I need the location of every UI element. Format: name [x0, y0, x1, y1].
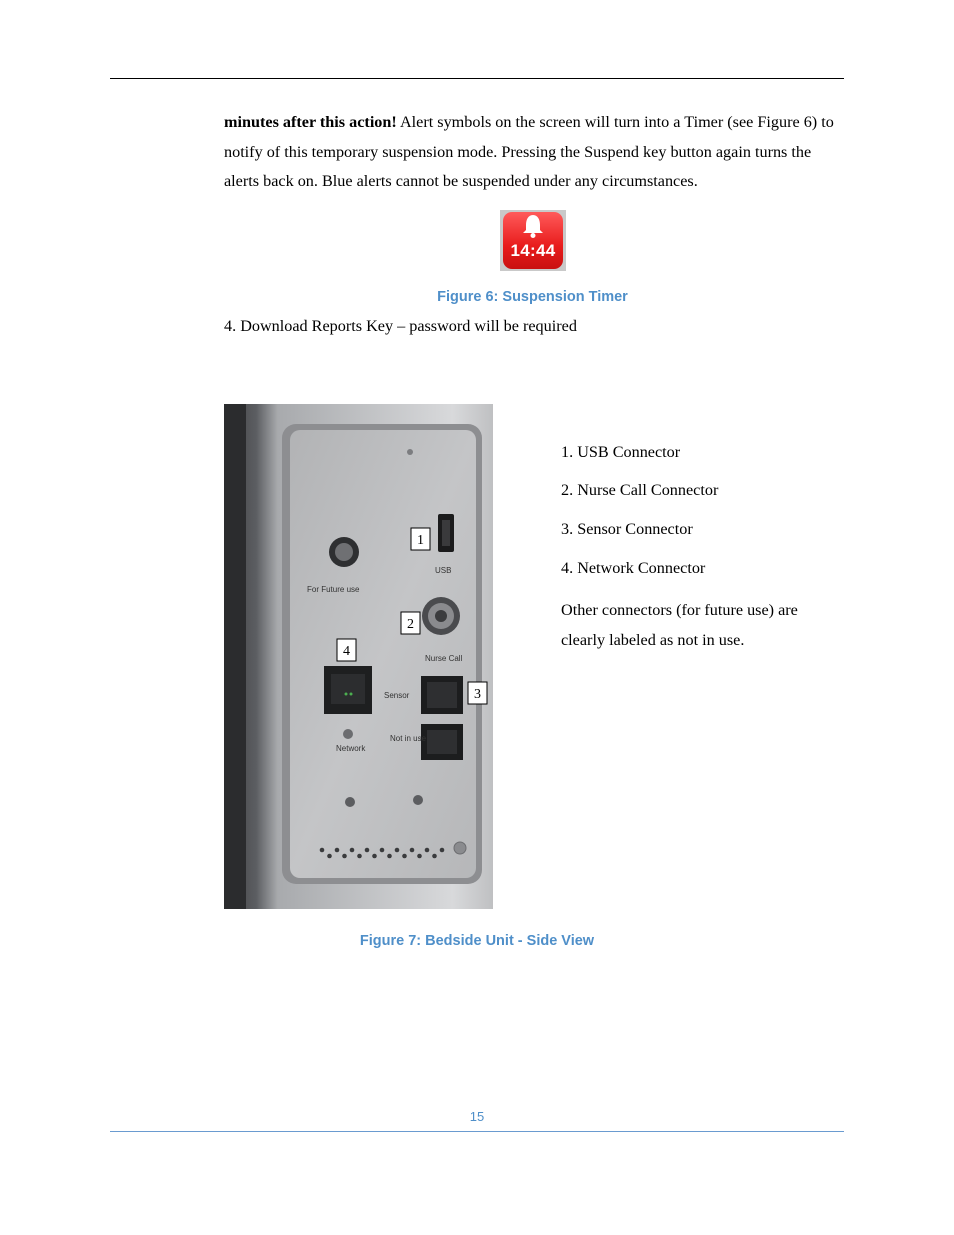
intro-bold-text: minutes after this action!: [224, 113, 397, 131]
intro-paragraph: [224, 108, 844, 197]
vent-hole: [417, 854, 422, 859]
header-rule: [110, 78, 844, 79]
list-item: 2. Nurse Call Connector: [561, 481, 719, 499]
suspension-timer-image: [500, 210, 566, 271]
callout-4: [337, 639, 356, 661]
vent-hole: [357, 854, 362, 859]
vent-hole: [432, 854, 437, 859]
vent-hole: [425, 848, 430, 853]
not-in-use-label: Not in use: [390, 734, 427, 743]
vent-hole: [395, 848, 400, 853]
future-use-label: For Future use: [307, 585, 360, 594]
timer-value: 14:44: [510, 241, 556, 260]
vent-hole: [380, 848, 385, 853]
intro-text: Alert symbols on the screen will turn into a Timer (see Figure 6) to notify of this temporary suspension mode. Pressing the Suspend key button again turns the alerts back on. Blue alerts cannot be suspended under any circumstances.: [224, 113, 834, 190]
footer-rule: [110, 1131, 844, 1132]
list-item: 4. Network Connector: [561, 559, 706, 577]
vent-hole: [350, 848, 355, 853]
vent-hole: [372, 854, 377, 859]
bell-icon: [521, 213, 545, 239]
bedside-unit-photo: [224, 404, 493, 909]
nurse-call-label: Nurse Call: [425, 654, 463, 663]
callout-3: [468, 682, 487, 704]
usb-label: USB: [435, 566, 452, 575]
vent-hole: [402, 854, 407, 859]
callout-2-label: 2: [407, 617, 414, 632]
page-number: 15: [469, 1109, 485, 1124]
callout-1-label: 1: [417, 533, 424, 548]
figure7-caption: Figure 7: Bedside Unit - Side View: [359, 933, 595, 949]
vent-hole: [387, 854, 392, 859]
figure6-caption: Figure 6: Suspension Timer: [437, 289, 628, 305]
list-item: 1. USB Connector: [561, 443, 681, 461]
list-item: 3. Sensor Connector: [561, 520, 693, 538]
vent-hole: [335, 848, 340, 853]
sensor-label: Sensor: [384, 691, 410, 700]
vent-hole: [342, 854, 347, 859]
other-connectors-note: Other connectors (for future use) are clearly labeled as not in use.: [561, 601, 798, 649]
vent-hole: [365, 848, 370, 853]
vent-hole: [440, 848, 445, 853]
callout-3-label: 3: [474, 687, 481, 702]
vent-hole: [410, 848, 415, 853]
callout-1: [411, 528, 430, 550]
vent-hole: [327, 854, 332, 859]
network-label: Network: [336, 744, 366, 753]
download-reports-item: 4. Download Reports Key – password will be required: [224, 317, 577, 335]
vent-hole: [320, 848, 325, 853]
callout-4-label: 4: [343, 644, 350, 659]
callout-2: [401, 612, 420, 634]
